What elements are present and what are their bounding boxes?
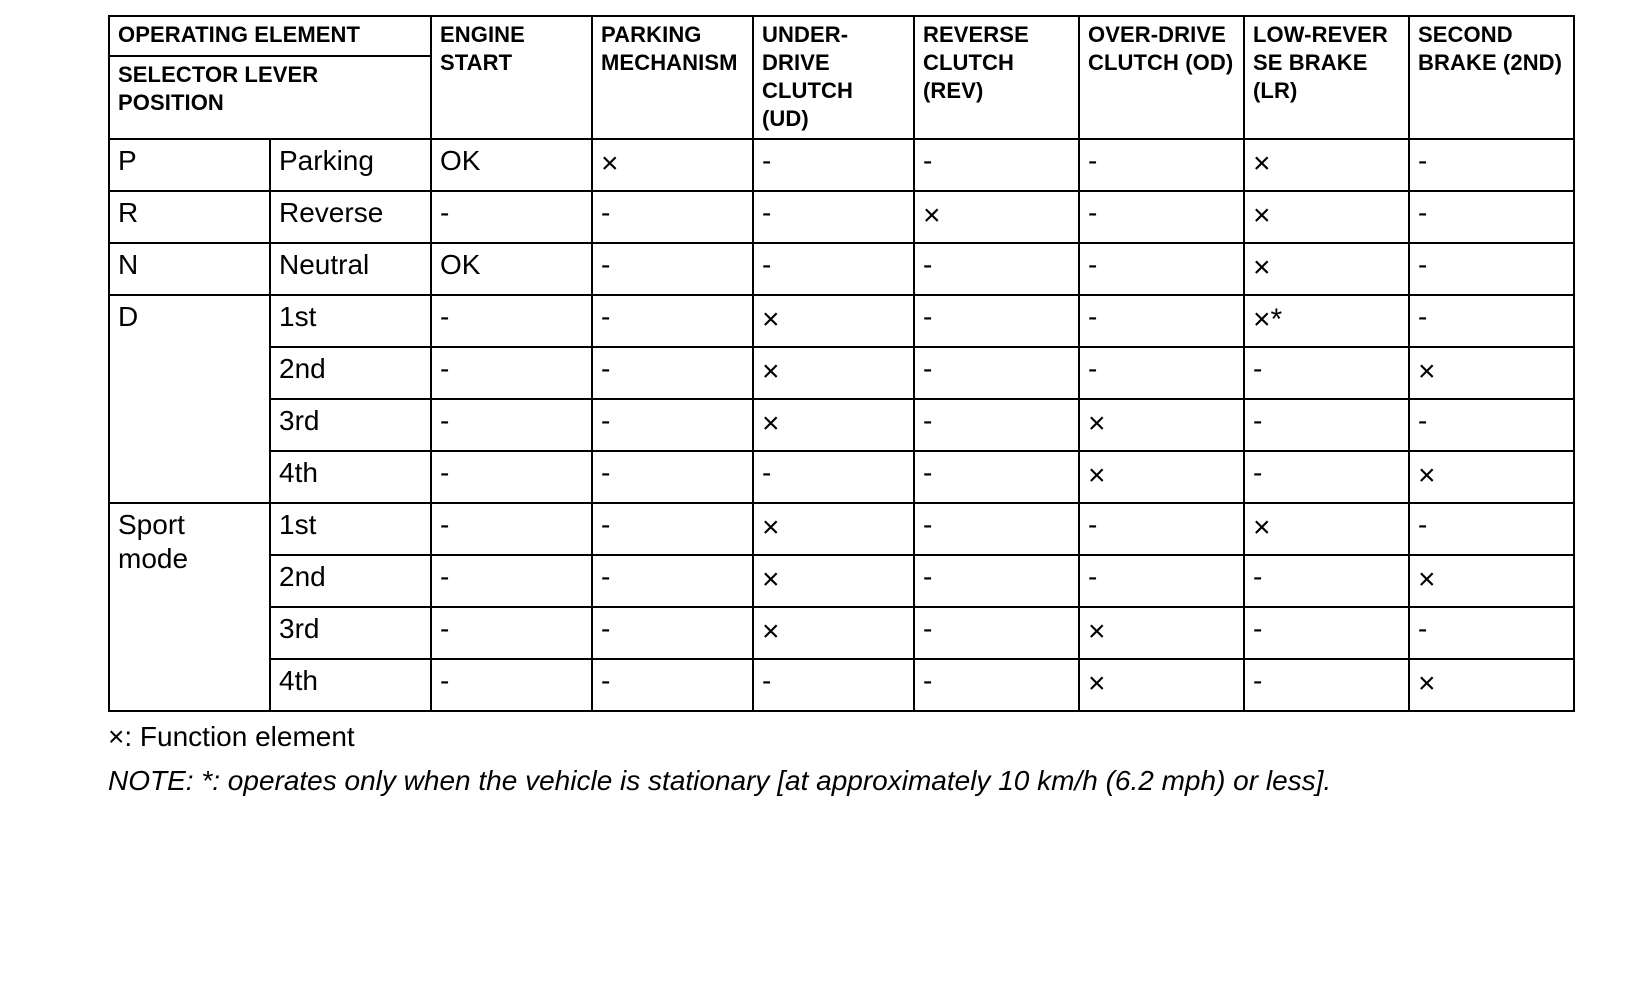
table-row xyxy=(109,555,1574,607)
gear-cell: Parking xyxy=(270,139,431,191)
status-cell: - xyxy=(1244,399,1409,451)
status-cell: - xyxy=(914,607,1079,659)
status-cell: - xyxy=(592,555,753,607)
selector-lever-position-header: SELECTOR LEVER POSITION xyxy=(109,56,431,139)
status-cell: - xyxy=(1079,503,1244,555)
table-row xyxy=(109,503,1574,555)
gear-cell: 2nd xyxy=(270,555,431,607)
status-cell: - xyxy=(1244,659,1409,711)
status-cell: - xyxy=(1079,295,1244,347)
status-cell: - xyxy=(431,555,592,607)
status-cell: × xyxy=(753,399,914,451)
status-cell: OK xyxy=(431,243,592,295)
status-cell: - xyxy=(431,347,592,399)
status-cell: - xyxy=(1409,243,1574,295)
status-cell: - xyxy=(592,607,753,659)
status-cell: × xyxy=(1244,191,1409,243)
status-cell: - xyxy=(914,659,1079,711)
selector-position-cell: N xyxy=(109,243,270,295)
legend-text: ×: Function element xyxy=(108,721,355,752)
status-cell: ×* xyxy=(1244,295,1409,347)
status-cell: - xyxy=(431,451,592,503)
gear-cell: 4th xyxy=(270,659,431,711)
status-cell: - xyxy=(592,399,753,451)
operating-element-header: OPERATING ELEMENT xyxy=(109,16,431,56)
selector-position-cell: D xyxy=(109,295,270,503)
gear-cell: 3rd xyxy=(270,607,431,659)
table-row xyxy=(109,451,1574,503)
status-cell: - xyxy=(1244,607,1409,659)
status-cell: - xyxy=(1079,243,1244,295)
table-row xyxy=(109,243,1574,295)
status-cell: × xyxy=(1409,659,1574,711)
operating-element-table xyxy=(108,15,1575,712)
col-header-parking-mechanism: PARKING MECHANISM xyxy=(592,16,753,139)
status-cell: - xyxy=(914,295,1079,347)
status-cell: - xyxy=(1079,347,1244,399)
status-cell: - xyxy=(1079,139,1244,191)
col-header-overdrive-clutch: OVER-DRIVE CLUTCH (OD) xyxy=(1079,16,1244,139)
status-cell: × xyxy=(1244,139,1409,191)
status-cell: × xyxy=(753,555,914,607)
status-cell: × xyxy=(753,295,914,347)
status-cell: - xyxy=(914,347,1079,399)
table-row xyxy=(109,659,1574,711)
gear-cell: 4th xyxy=(270,451,431,503)
status-cell: - xyxy=(914,399,1079,451)
col-header-underdrive-clutch: UNDER- DRIVE CLUTCH (UD) xyxy=(753,16,914,139)
status-cell: - xyxy=(914,503,1079,555)
status-cell: - xyxy=(753,243,914,295)
table-row xyxy=(109,399,1574,451)
status-cell: - xyxy=(431,503,592,555)
table-row xyxy=(109,191,1574,243)
status-cell: - xyxy=(592,347,753,399)
status-cell: - xyxy=(753,451,914,503)
status-cell: - xyxy=(592,295,753,347)
col-header-low-reverse-brake: LOW-REVER SE BRAKE (LR) xyxy=(1244,16,1409,139)
status-cell: × xyxy=(914,191,1079,243)
gear-cell: 1st xyxy=(270,503,431,555)
status-cell: - xyxy=(431,191,592,243)
status-cell: - xyxy=(914,243,1079,295)
footnote-text: NOTE: *: operates only when the vehicle is stationary [at approximately 10 km/h (6.2 mph) or less]. xyxy=(108,765,1332,796)
status-cell: - xyxy=(753,659,914,711)
gear-cell: Reverse xyxy=(270,191,431,243)
status-cell: - xyxy=(914,451,1079,503)
status-cell: × xyxy=(1079,399,1244,451)
status-cell: × xyxy=(753,347,914,399)
status-cell: - xyxy=(431,659,592,711)
status-cell: - xyxy=(431,607,592,659)
gear-cell: 2nd xyxy=(270,347,431,399)
selector-position-cell: R xyxy=(109,191,270,243)
status-cell: - xyxy=(1244,451,1409,503)
status-cell: × xyxy=(753,503,914,555)
status-cell: - xyxy=(753,139,914,191)
status-cell: × xyxy=(1079,659,1244,711)
status-cell: - xyxy=(1409,399,1574,451)
status-cell: - xyxy=(1079,555,1244,607)
table-row xyxy=(109,139,1574,191)
status-cell: × xyxy=(1244,243,1409,295)
gear-cell: 3rd xyxy=(270,399,431,451)
status-cell: × xyxy=(1079,607,1244,659)
status-cell: - xyxy=(914,555,1079,607)
status-cell: - xyxy=(914,139,1079,191)
col-header-engine-start: ENGINE START xyxy=(431,16,592,139)
status-cell: - xyxy=(1409,295,1574,347)
status-cell: - xyxy=(431,295,592,347)
status-cell: - xyxy=(592,503,753,555)
table-row xyxy=(109,607,1574,659)
status-cell: × xyxy=(592,139,753,191)
status-cell: - xyxy=(592,659,753,711)
status-cell: × xyxy=(753,607,914,659)
status-cell: - xyxy=(1409,607,1574,659)
status-cell: - xyxy=(431,399,592,451)
status-cell: - xyxy=(1409,503,1574,555)
status-cell: - xyxy=(1409,191,1574,243)
status-cell: × xyxy=(1409,347,1574,399)
table-row xyxy=(109,295,1574,347)
status-cell: - xyxy=(592,191,753,243)
status-cell: - xyxy=(1244,347,1409,399)
table-row xyxy=(109,347,1574,399)
status-cell: × xyxy=(1079,451,1244,503)
status-cell: × xyxy=(1409,451,1574,503)
gear-cell: Neutral xyxy=(270,243,431,295)
col-header-second-brake: SECOND BRAKE (2ND) xyxy=(1409,16,1574,139)
gear-cell: 1st xyxy=(270,295,431,347)
status-cell: × xyxy=(1409,555,1574,607)
status-cell: - xyxy=(592,243,753,295)
status-cell: - xyxy=(1244,555,1409,607)
selector-position-cell: P xyxy=(109,139,270,191)
status-cell: - xyxy=(592,451,753,503)
col-header-reverse-clutch: REVERSE CLUTCH (REV) xyxy=(914,16,1079,139)
status-cell: - xyxy=(753,191,914,243)
status-cell: - xyxy=(1079,191,1244,243)
selector-position-cell: Sport mode xyxy=(109,503,270,711)
status-cell: - xyxy=(1409,139,1574,191)
status-cell: × xyxy=(1244,503,1409,555)
status-cell: OK xyxy=(431,139,592,191)
